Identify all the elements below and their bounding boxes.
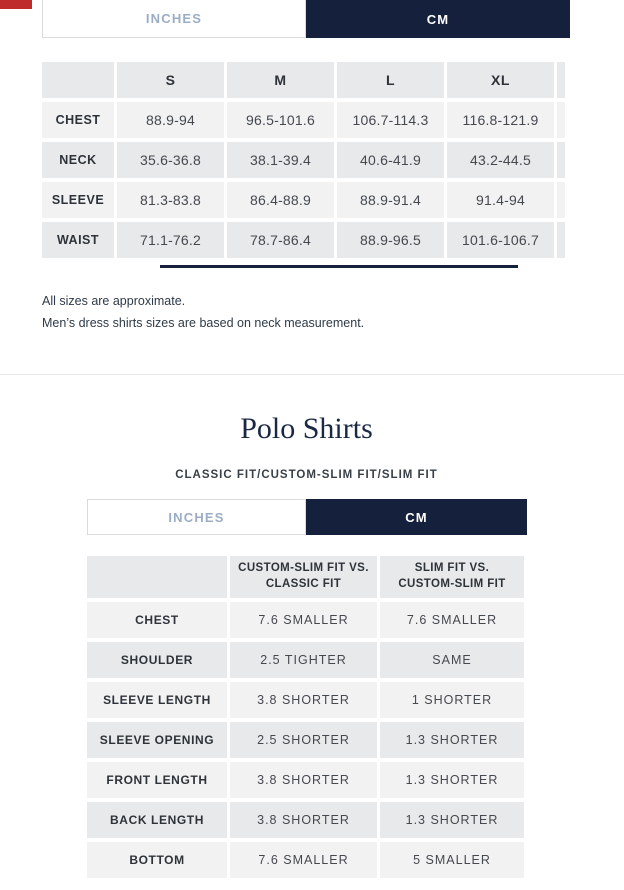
size-table-notes [42, 290, 364, 334]
size-value-cell: 91.4-94 [447, 182, 554, 218]
size-column-header-clipped [557, 62, 565, 98]
row-label-back-length: BACK LENGTH [87, 802, 227, 838]
horizontal-scrollbar-thumb[interactable] [160, 265, 518, 268]
size-value-cell: 43.2-44.5 [447, 142, 554, 178]
fit-value-cell: 3.8 SHORTER [230, 802, 377, 838]
size-value-cell: 78.7-86.4 [227, 222, 334, 258]
fit-value-cell: 3.8 SHORTER [230, 762, 377, 798]
tab-cm-polo[interactable]: CM [306, 499, 527, 535]
row-label-sleeve-length: SLEEVE LENGTH [87, 682, 227, 718]
polo-shirts-title: Polo Shirts [240, 412, 373, 445]
row-label-chest: CHEST [42, 102, 114, 138]
size-value-cell: 106.7-114.3 [337, 102, 444, 138]
fit-column-header-custom-slim: CUSTOM-SLIM FIT VS. CLASSIC FIT [230, 556, 377, 598]
size-value-cell-clipped [557, 102, 565, 138]
size-value-cell: 35.6-36.8 [117, 142, 224, 178]
recording-indicator-badge [0, 0, 32, 9]
size-value-cell: 86.4-88.9 [227, 182, 334, 218]
size-value-cell-clipped [557, 142, 565, 178]
fit-value-cell: 2.5 SHORTER [230, 722, 377, 758]
polo-fit-table [87, 556, 524, 878]
row-label-shoulder: SHOULDER [87, 642, 227, 678]
size-value-cell-clipped [557, 222, 565, 258]
fit-value-cell: 1 SHORTER [380, 682, 524, 718]
size-column-header-m: M [227, 62, 334, 98]
size-value-cell: 101.6-106.7 [447, 222, 554, 258]
row-label-neck: NECK [42, 142, 114, 178]
note-neck-measurement: Men’s dress shirts sizes are based on neck measurement. [42, 316, 365, 330]
tab-inches-polo[interactable]: INCHES [87, 499, 306, 535]
fit-value-cell: 1.3 SHORTER [380, 762, 524, 798]
size-value-cell: 81.3-83.8 [117, 182, 224, 218]
row-label-bottom: BOTTOM [87, 842, 227, 878]
size-value-cell: 88.9-91.4 [337, 182, 444, 218]
size-value-cell: 88.9-94 [117, 102, 224, 138]
tab-cm-dress[interactable]: CM [306, 0, 570, 38]
fit-value-cell: SAME [380, 642, 524, 678]
size-value-cell: 71.1-76.2 [117, 222, 224, 258]
fit-table-corner-cell [87, 556, 227, 598]
fit-value-cell: 1.3 SHORTER [380, 722, 524, 758]
size-value-cell-clipped [557, 182, 565, 218]
tab-inches-dress[interactable]: INCHES [42, 0, 306, 38]
fit-column-header-slim: SLIM FIT VS. CUSTOM-SLIM FIT [380, 556, 524, 598]
fit-value-cell: 7.6 SMALLER [380, 602, 524, 638]
size-value-cell: 96.5-101.6 [227, 102, 334, 138]
size-value-cell: 38.1-39.4 [227, 142, 334, 178]
row-label-sleeve: SLEEVE [42, 182, 114, 218]
fit-value-cell: 7.6 SMALLER [230, 842, 377, 878]
section-divider [0, 374, 624, 375]
size-value-cell: 116.8-121.9 [447, 102, 554, 138]
size-value-cell: 40.6-41.9 [337, 142, 444, 178]
size-column-header-l: L [337, 62, 444, 98]
row-label-waist: WAIST [42, 222, 114, 258]
row-label-front-length: FRONT LENGTH [87, 762, 227, 798]
fit-value-cell: 7.6 SMALLER [230, 602, 377, 638]
size-column-header-s: S [117, 62, 224, 98]
row-label-chest: CHEST [87, 602, 227, 638]
size-table-corner-cell [42, 62, 114, 98]
note-approximate: All sizes are approximate. [42, 294, 186, 308]
fit-value-cell: 5 SMALLER [380, 842, 524, 878]
row-label-sleeve-opening: SLEEVE OPENING [87, 722, 227, 758]
fit-value-cell: 2.5 TIGHTER [230, 642, 377, 678]
size-column-header-xl: XL [447, 62, 554, 98]
fit-value-cell: 3.8 SHORTER [230, 682, 377, 718]
fit-value-cell: 1.3 SHORTER [380, 802, 524, 838]
dress-size-table[interactable] [42, 62, 565, 258]
size-value-cell: 88.9-96.5 [337, 222, 444, 258]
polo-shirts-subtitle: CLASSIC FIT/CUSTOM-SLIM FIT/SLIM FIT [175, 469, 438, 481]
